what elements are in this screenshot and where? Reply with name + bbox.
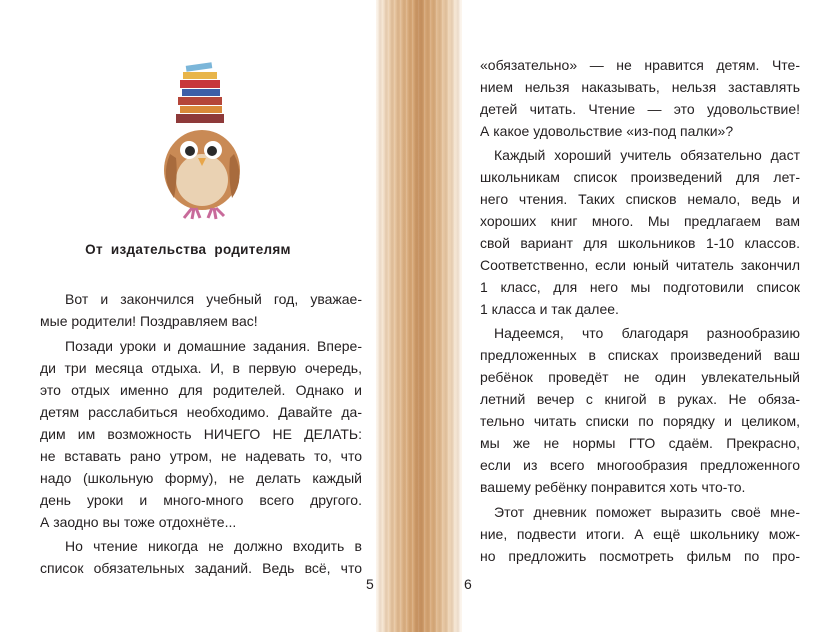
text-line: ди три месяца отдыха. И, в первую очередь, [40,360,362,376]
book-spine [376,0,462,632]
right-page [462,0,838,632]
text-line: «обязательно» — не нравится детям. Чте- [480,57,800,73]
text-line: Позади уроки и домашние задания. Впере- [65,338,362,354]
text-line: ние, подвести итоги. А ещё школьнику мож- [480,526,800,542]
text-line: список обязательных заданий. Ведь всё, что [40,560,362,576]
text-line: летний вечер с книгой в руках. Не обяза- [480,391,800,407]
text-line: день уроки и много-много всего другого. [40,492,362,508]
text-line: надо (школьную форму), не делать каждый [40,470,362,486]
owl-with-books-icon [156,58,252,220]
text-line: это отдых именно для родителей. Однако и [40,382,362,398]
text-line: Надеемся, что благодаря разнообразию [494,325,800,341]
text-line: Но чтение никогда не должно входить в [65,538,362,554]
text-line: А какое удовольствие «из-под палки»? [480,123,734,139]
text-line: школьникам список произведений для лет- [480,169,800,185]
left-page [0,0,376,632]
text-line: Вот и закончился учебный год, уважае- [65,291,362,307]
text-line: но предложить посмотреть фильм по про- [480,548,800,564]
text-line: дим им возможность НИЧЕГО НЕ ДЕЛАТЬ: [40,426,362,442]
text-line: нием нельзя наказывать, нельзя заставлять [480,79,800,95]
page-number: 5 [366,576,374,592]
text-line: Соответственно, если юный читатель закончил [480,257,800,273]
text-line: вашему ребёнку понравится хоть что-то. [480,479,746,495]
text-line: мые родители! Поздравляем вас! [40,313,258,329]
text-line: ребёнок проведёт не один увлекательный [480,369,800,385]
text-line: не вставать рано утром, не надевать то, что [40,448,362,464]
text-line: свой вариант для школьников 1-10 классов. [480,235,800,251]
text-line: хороших книг много. Мы предлагаем вам [480,213,800,229]
spine-fold [414,0,424,632]
text-line: Каждый хороший учитель обязательно даст [494,147,800,163]
text-line: тельно читать списки по порядку и целиком, [480,413,800,429]
text-line: А заодно вы тоже отдохнёте... [40,514,237,530]
text-line: него чтения. Таких списков немало, ведь и [480,191,800,207]
text-line: детям расслабиться необходимо. Давайте да- [40,404,362,420]
text-line: мы же не нормы ГТО сдаём. Прекрасно, [480,435,800,451]
text-line: Этот дневник поможет выразить своё мне- [494,504,800,520]
text-line: 1 класс, для него мы подготовили список [480,279,800,295]
text-line: 1 класса и так далее. [480,301,619,317]
text-line: детей читать. Чтение — это удовольствие! [480,101,800,117]
text-line: если из всего многообразия предложенного [480,457,800,473]
section-heading: От издательства родителям [85,242,291,257]
page-number: 6 [464,576,472,592]
text-line: предложенных в списках произведений ваш [480,347,800,363]
